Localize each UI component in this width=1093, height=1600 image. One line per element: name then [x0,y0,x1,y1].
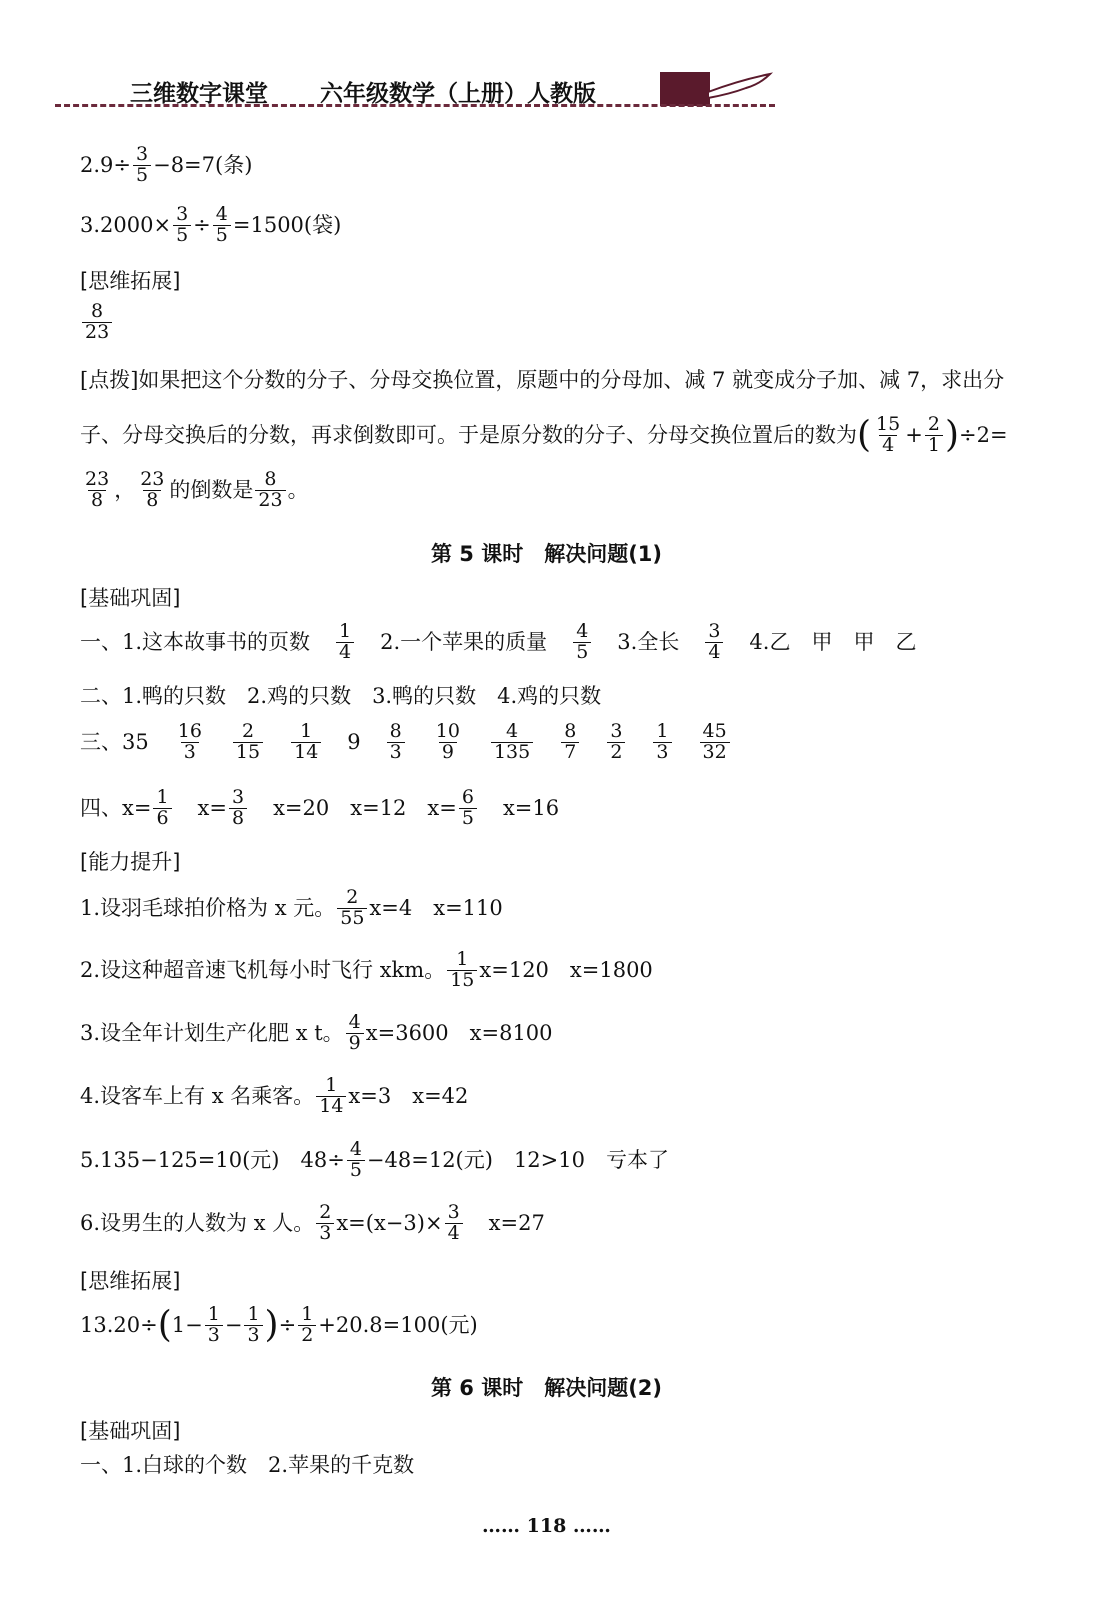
fraction: $\frac{3}{8}$ [229,788,247,829]
section-label-thinking: [思维拓展] [80,269,181,293]
text: 4.乙 甲 甲 乙 [749,629,917,654]
text: 2.一个苹果的质量 [380,629,548,654]
p2-line [80,950,653,991]
text: 9 [347,729,361,754]
fraction: $\frac{2}{55}$ [337,888,367,929]
section-label-improve: [能力提升] [80,850,181,874]
q4-line [80,788,559,829]
p4-line [80,1076,468,1117]
fraction: $\frac{8}{7}$ [561,722,579,763]
fraction: $\frac{1}{3}$ [205,1305,223,1346]
text: ÷ [193,212,211,237]
text: x=(x−3)× [336,1210,443,1235]
lesson-6-title: 第 6 课时 解决问题(2) [430,1376,663,1400]
fraction: $\frac{4}{5}$ [347,1140,365,1181]
lesson-5-title: 第 5 课时 解决问题(1) [430,542,663,566]
fraction: $\frac{10}{9}$ [435,720,460,763]
text: ÷2= [958,422,1008,447]
fraction: $\frac{8}{23}$ [255,470,285,511]
answer-line-3 [80,205,341,246]
section-label-thinking-2: [思维拓展] [80,1269,181,1293]
p3-line [80,1013,553,1054]
fraction: $\frac{1}{3}$ [244,1305,262,1346]
text: 2.设这种超音速飞机每小时飞行 xkm。 [80,957,446,982]
fraction: $\frac{2}{15}$ [233,722,263,763]
text: ， [114,477,136,502]
text: 1.设羽毛球拍价格为 x 元。 [80,895,336,920]
fraction: $\frac{1}{14}$ [316,1076,346,1117]
section-label-basics-2: [基础巩固] [80,1419,181,1443]
answer-fraction [80,302,114,343]
text: −8=7(条) [153,152,253,177]
text: − [224,1312,243,1337]
fraction: $\frac{1}{14}$ [291,722,321,763]
fraction: $\frac{3}{5}$ [133,145,151,186]
hint-line-2: 子、分母交换后的分数，再求倒数即可。于是原分数的分子、分母交换位置后的数为( $\frac{15}{4}$ + $\frac{2}{1}$ )÷2= [80,413,1008,456]
text: 。 [287,477,309,502]
fraction: $\frac{4}{9}$ [346,1013,364,1054]
text: x=3 x=42 [348,1083,469,1108]
fraction: $\frac{45}{32}$ [700,722,730,763]
text: x=3600 x=8100 [365,1020,553,1045]
text: 6.设男生的人数为 x 人。 [80,1210,315,1235]
text: 子、分母交换后的分数，再求倒数即可。于是原分数的分子、分母交换位置后的数为 [80,422,857,447]
fraction: $\frac{23}{8}$ [85,468,110,511]
p1-line [80,888,503,929]
text: x=4 x=110 [369,895,503,920]
text: ÷ [278,1312,297,1337]
last-line: 一、1.白球的个数 2.苹果的千克数 [80,1453,415,1477]
text: 3.设全年计划生产化肥 x t。 [80,1020,344,1045]
page-number: …… 118 …… [482,1515,611,1537]
fraction: $\frac{1}{2}$ [298,1305,316,1346]
answer-line-2 [80,145,252,186]
s13-line: 13.20÷(1− $\frac{1}{3}$ − $\frac{1}{3}$ )÷ $\frac{1}{2}$ +20.8=100(元) [80,1303,478,1346]
text: + [905,422,923,447]
hint-line-3 [80,470,309,511]
text: 3.2000× [80,212,172,237]
header-dashed-rule [55,104,775,107]
page-header [0,0,1093,110]
text: 的倒数是 [169,477,254,502]
p5-line [80,1140,669,1181]
fraction: $\frac{4}{135}$ [491,722,533,763]
q3-line [80,722,732,763]
fraction: $\frac{4}{5}$ [573,622,591,663]
fraction: $\frac{8}{3}$ [387,722,405,763]
text: 4.设客车上有 x 名乘客。 [80,1083,315,1108]
fraction: $\frac{1}{6}$ [153,788,171,829]
text: 13.20÷ [80,1312,158,1337]
text: 2.9÷ [80,152,131,177]
text: x=20 x=12 x= [273,795,457,820]
book-subtitle: 六年级数学（上册）人教版 [320,81,596,107]
text: +20.8=100(元) [318,1312,478,1337]
text: 四、x= [80,795,152,820]
p6-line [80,1203,545,1244]
fraction: $\frac{8}{23}$ [82,302,112,343]
fraction: $\frac{4}{5}$ [213,205,231,246]
fraction: $\frac{23}{8}$ [140,468,165,511]
fraction: $\frac{1}{4}$ [336,622,354,663]
q2-line: 二、1.鸭的只数 2.鸡的只数 3.鸭的只数 4.鸡的只数 [80,684,602,708]
text: 三、35 [80,729,149,754]
text: 一、1.这本故事书的页数 [80,629,311,654]
fraction: $\frac{15}{4}$ [876,413,901,456]
fraction: $\frac{1}{3}$ [653,722,671,763]
text: =1500(袋) [232,212,342,237]
fraction: $\frac{1}{15}$ [447,950,477,991]
fraction: $\frac{16}{3}$ [177,720,202,763]
fraction: $\frac{3}{4}$ [445,1203,463,1244]
text: 3.全长 [617,629,680,654]
book-title: 三维数字课堂 [130,81,268,107]
text: −48=12(元) 12>10 亏本了 [366,1147,669,1172]
fraction: $\frac{2}{3}$ [316,1203,334,1244]
text: x=16 [502,795,560,820]
section-label-basics: [基础巩固] [80,586,181,610]
fraction: $\frac{3}{2}$ [607,722,625,763]
q1-line [80,622,916,663]
fraction: $\frac{3}{4}$ [705,622,723,663]
fraction: $\frac{6}{5}$ [459,788,477,829]
text: x=27 [488,1210,545,1235]
text: 5.135−125=10(元) 48÷ [80,1147,345,1172]
text: 1− [171,1312,203,1337]
text: x=120 x=1800 [479,957,653,982]
fraction: $\frac{3}{5}$ [173,205,191,246]
hint-line-1: [点拨]如果把这个分数的分子、分母交换位置，原题中的分母加、减 7 就变成分子加、减 7，求出分 [80,368,1005,392]
text: x= [197,795,227,820]
fraction: $\frac{2}{1}$ [925,415,943,456]
